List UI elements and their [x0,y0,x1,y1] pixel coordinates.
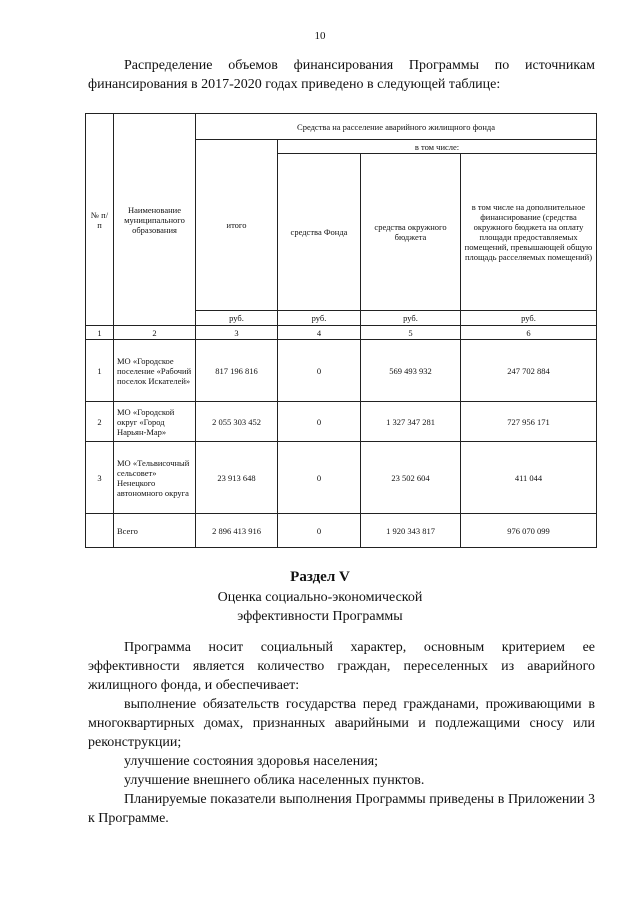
table-row [86,442,597,514]
row-fund: 0 [278,402,361,442]
table-row [86,340,597,402]
unit-cell: руб. [196,311,278,326]
row-total: 817 196 816 [196,340,278,402]
header-num: № п/п [86,114,114,326]
body-paragraph: Планируемые показатели выполнения Программы приведены в Приложении 3 к Программе. [88,792,595,826]
total-additional: 976 070 099 [461,514,597,548]
unit-cell: руб. [461,311,597,326]
header-total: итого [196,140,278,311]
row-num: 3 [86,442,114,514]
header-municipality: Наименование муниципального образования [114,114,196,326]
row-fund: 0 [278,442,361,514]
row-municipality: МО «Тельвисочный сельсовет» Ненецкого автономного округа [114,442,196,514]
total-budget: 1 920 343 817 [361,514,461,548]
section-heading: Раздел V [290,569,350,585]
total-num [86,514,114,548]
table-header-row [86,114,597,140]
row-budget: 1 327 347 281 [361,402,461,442]
section-title [0,588,640,626]
column-number: 3 [196,326,278,340]
header-fund: средства Фонда [278,154,361,311]
table-total-row [86,514,597,548]
row-num: 1 [86,340,114,402]
header-funds-group: Средства на расселение аварийного жилищного фонда [196,114,597,140]
financing-table [85,113,597,548]
column-number: 2 [114,326,196,340]
unit-cell: руб. [278,311,361,326]
page-number: 10 [314,30,326,42]
unit-cell: руб. [361,311,461,326]
row-budget: 23 502 604 [361,442,461,514]
row-additional: 411 044 [461,442,597,514]
column-number: 1 [86,326,114,340]
total-sum: 2 896 413 916 [196,514,278,548]
table-row [86,402,597,442]
header-including: в том числе: [278,140,597,154]
row-fund: 0 [278,340,361,402]
row-num: 2 [86,402,114,442]
total-fund: 0 [278,514,361,548]
column-number: 5 [361,326,461,340]
body-paragraph: выполнение обязательств государства перед гражданами, проживающими в многоквартирных домах, признанных аварийными и подлежащими сносу или реконструкции; [88,697,595,750]
total-label: Всего [114,514,196,548]
row-budget: 569 493 932 [361,340,461,402]
row-additional: 727 956 171 [461,402,597,442]
row-total: 2 055 303 452 [196,402,278,442]
body-paragraph: Программа носит социальный характер, основным критерием ее эффективности является количество граждан, переселенных из аварийного жилищного фонда, и обеспечивает: [88,640,595,693]
header-district-budget: средства окружного бюджета [361,154,461,311]
row-additional: 247 702 884 [461,340,597,402]
section-title-line: эффективности Программы [237,609,403,624]
section-title-line: Оценка социально-экономической [217,590,423,605]
body-paragraph: улучшение внешнего облика населенных пунктов. [124,773,425,788]
body-paragraph: улучшение состояния здоровья населения; [124,754,379,769]
column-number-row [86,326,597,340]
row-municipality: МО «Городской округ «Город Нарьян-Мар» [114,402,196,442]
body-text [88,638,595,828]
column-number: 6 [461,326,597,340]
row-municipality: МО «Городское поселение «Рабочий поселок Искателей» [114,340,196,402]
header-additional: в том числе на дополнительное финансирование (средства окружного бюджета на оплату площади предоставляемых помещений, превышающей общую площадь расселяемых помещений) [461,154,597,311]
column-number: 4 [278,326,361,340]
row-total: 23 913 648 [196,442,278,514]
intro-paragraph: Распределение объемов финансирования Программы по источникам финансирования в 2017-2020 годах приведено в следующей таблице: [88,58,595,92]
